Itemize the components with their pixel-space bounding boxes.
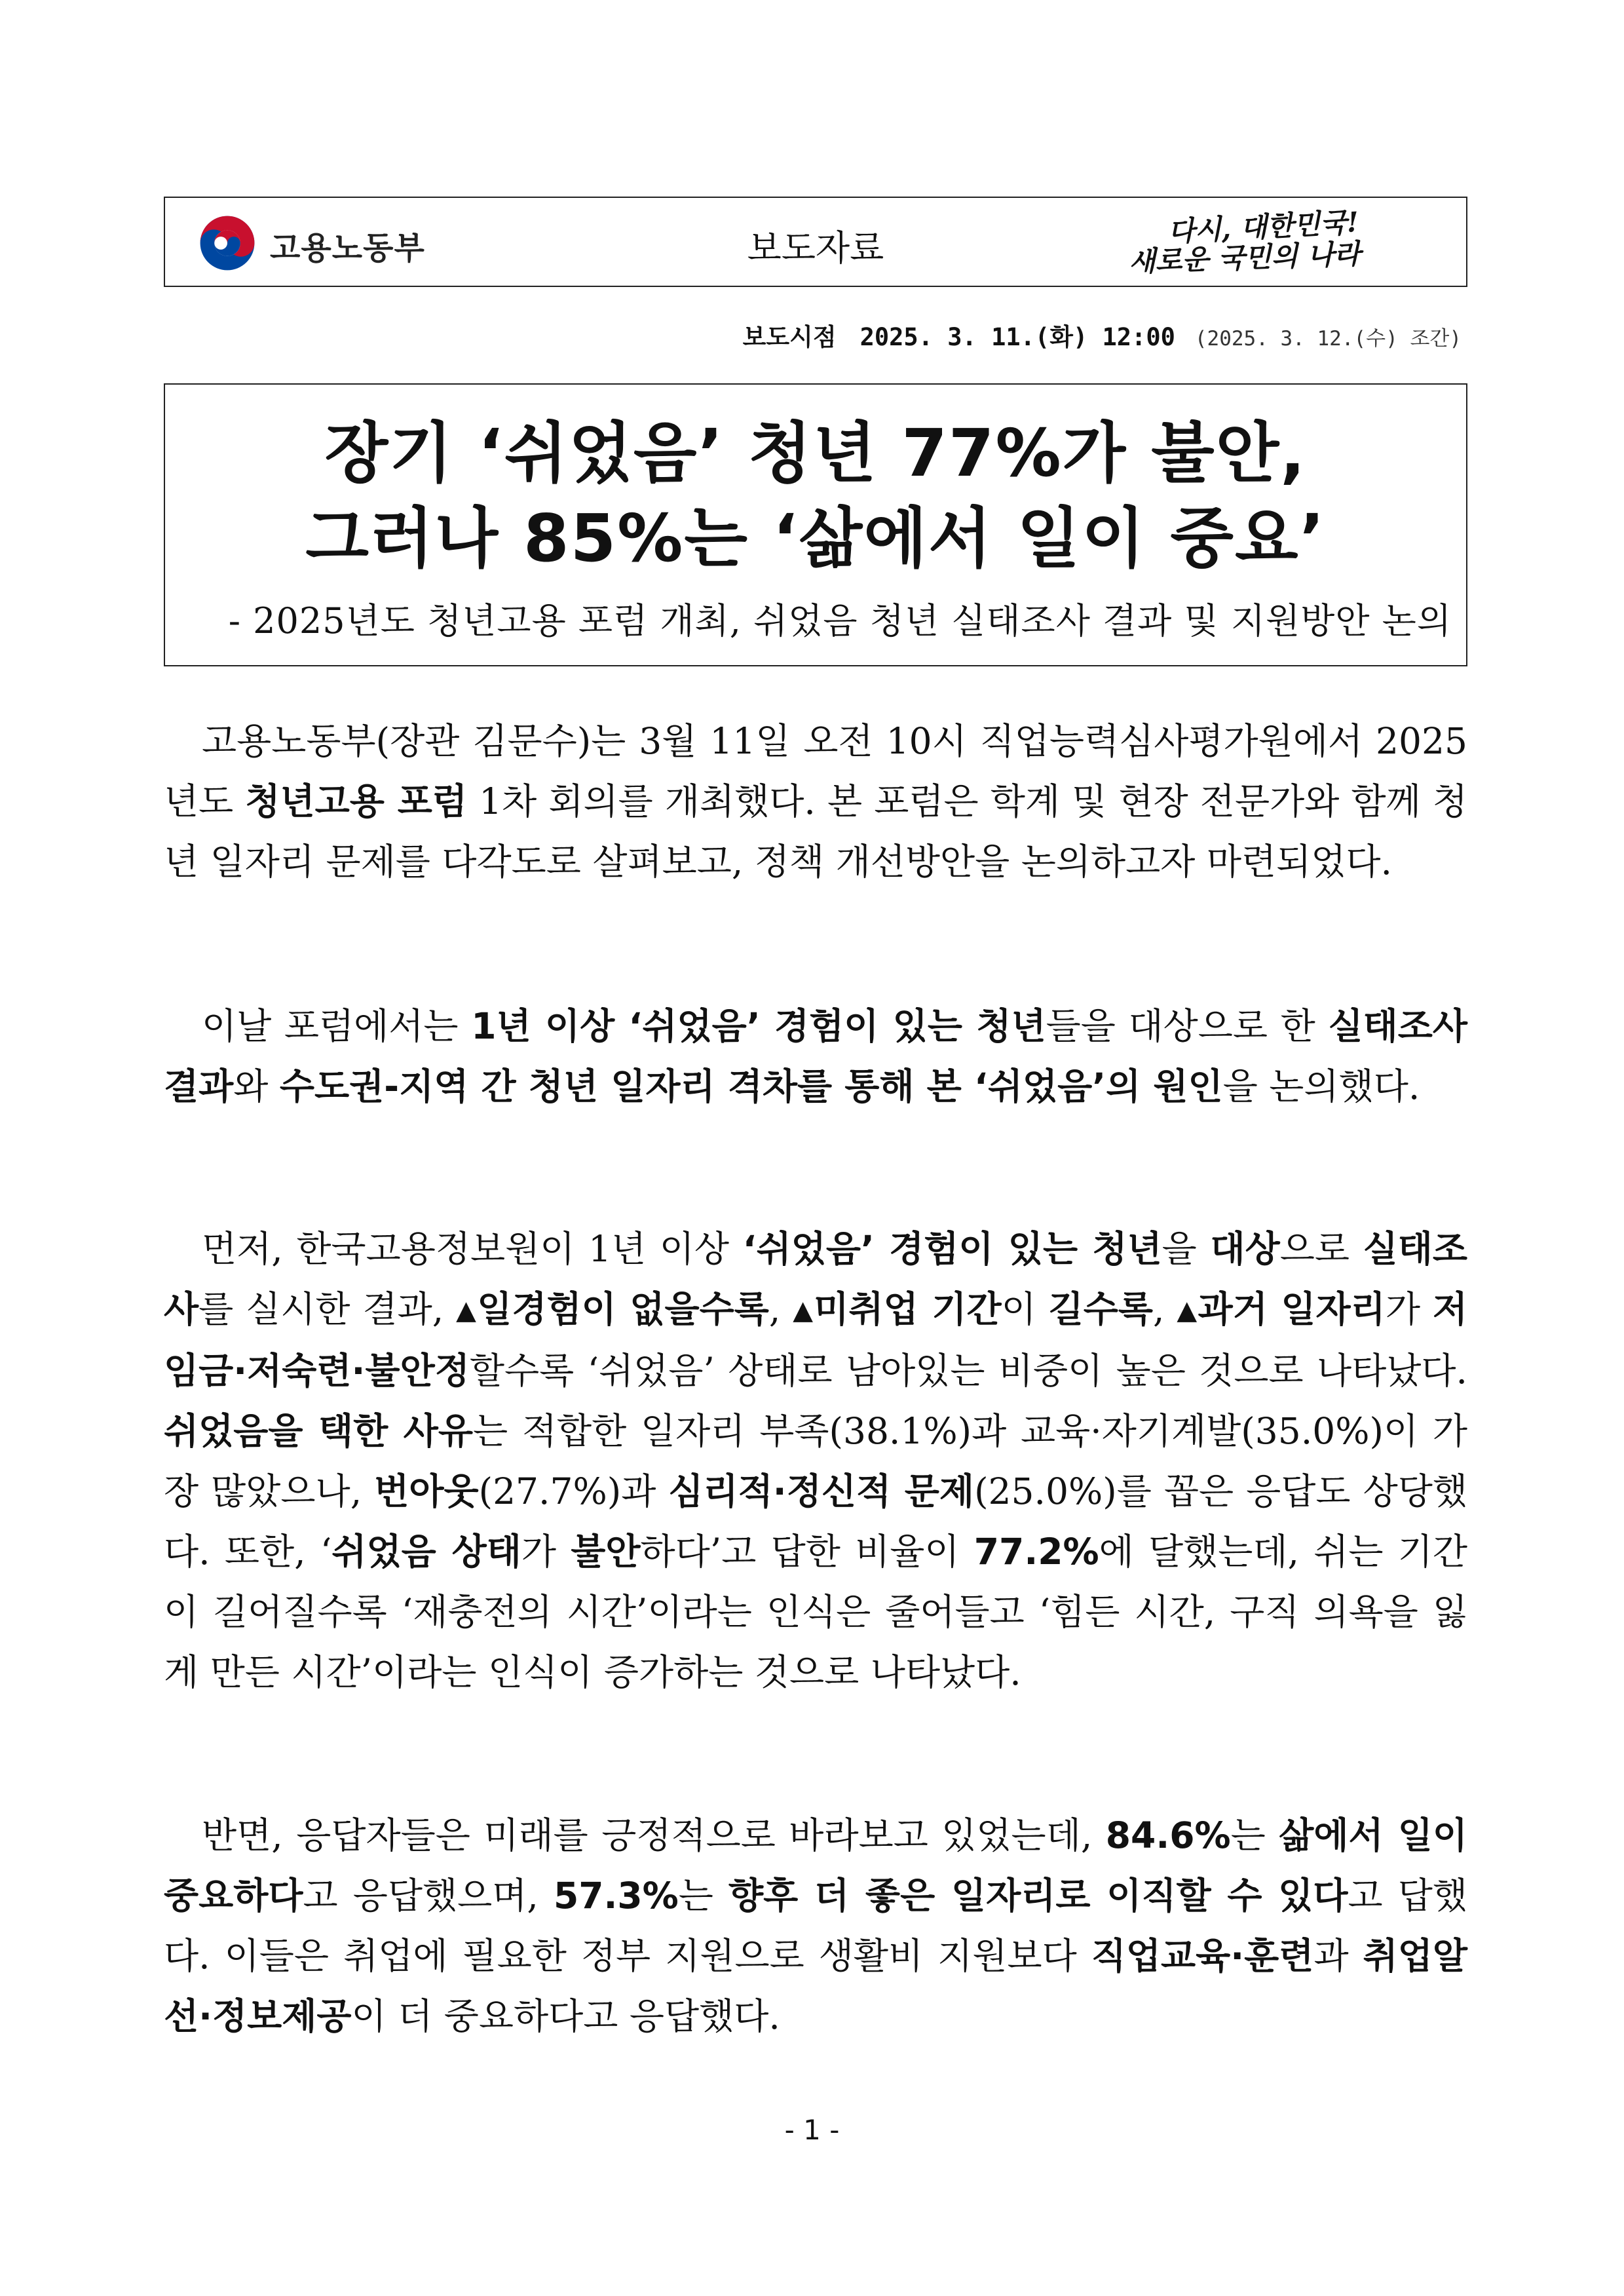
title-box (164, 383, 1467, 666)
text-run: 를 실시한 결과, (198, 1288, 457, 1330)
paragraph-4 (164, 1805, 1467, 2046)
triangle-bullet-icon: ▲ (456, 1295, 478, 1326)
text-run: 과 (1313, 1935, 1363, 1977)
text-run: (25.0%)를 꼽은 응답도 상당했다. 또한, ‘ (164, 1470, 1467, 1573)
text-run-bold: 쉬었음을 택한 사유 (164, 1410, 473, 1452)
text-run: 고 답했다. 이들은 취업에 필요한 정부 지원으로 생활비 지원보다 (164, 1875, 1468, 1977)
text-run: 반면, 응답자들은 미래를 긍정적으로 바라보고 있었는데, (202, 1814, 1106, 1856)
text-run-bold: 불안 (571, 1531, 641, 1573)
text-run-bold: 일경험이 없을수록 (477, 1288, 769, 1330)
text-run: 이 더 중요하다고 응답했다. (351, 1995, 780, 2037)
text-run: 1차 회의를 개최했다. 본 포럼은 학계 및 현장 전문가와 함께 청년 일자리 문제를 다각도로 살펴보고, 정책 개선방안을 논의하고자 마련되었다. (164, 780, 1467, 883)
ministry-name: 고용노동부 (270, 230, 425, 267)
slogan (1122, 206, 1397, 278)
release-time (743, 317, 1462, 353)
text-run: 하다’고 답한 비율이 (640, 1531, 974, 1573)
headline-line-2: 그러나 85%는 ‘삶에서 일이 중요’ (305, 500, 1326, 577)
release-datetime: 2025. 3. 11.(화) 12:00 (859, 323, 1175, 351)
text-run: 이 (1001, 1288, 1049, 1330)
morning-edition: (2025. 3. 12.(수) 조간) (1194, 327, 1462, 351)
text-run-bold: 번아웃 (374, 1470, 479, 1512)
headline-line-1: 장기 ‘쉬었음’ 청년 77%가 불안, (324, 415, 1307, 491)
paragraph-2 (164, 996, 1467, 1117)
text-run-bold: 57.3% (553, 1875, 679, 1917)
text-run-bold: 수도권-지역 간 청년 일자리 격차를 통해 본 ‘쉬었음’의 원인 (279, 1065, 1223, 1107)
text-run-bold: 삶에서 일이 중요하다 (164, 1814, 1467, 1917)
text-run-bold: ‘쉬었음’ 경험이 있는 청년 (742, 1228, 1162, 1270)
text-run: 먼저, 한국고용정보원이 1년 이상 (202, 1228, 743, 1270)
subtitle: - 2025년도 청년고용 포럼 개최, 쉬었음 청년 실태조사 결과 및 지원방안 논의 (228, 600, 1452, 641)
text-run: 가 (521, 1531, 571, 1573)
text-run-bold: 직업교육·훈련 (1091, 1935, 1314, 1977)
slogan-line-2: 새로운 국민의 나라 (1128, 237, 1361, 278)
text-run-bold: 실태조사 (164, 1228, 1467, 1330)
text-run: 는 적합한 일자리 부족(38.1%)과 교육·자기계발(35.0%)이 가장 많았으나, (164, 1410, 1467, 1512)
text-run-bold: 쉬었음 상태 (331, 1531, 521, 1573)
text-run-bold: 취업알선·정보제공 (164, 1935, 1467, 2037)
text-run-bold: 청년고용 포럼 (245, 780, 467, 822)
release-label: 보도시점 (742, 323, 837, 351)
text-run: , (1153, 1288, 1177, 1330)
text-run-bold: 77.2% (973, 1531, 1099, 1573)
text-run-bold: 향후 더 좋은 일자리로 이직할 수 있다 (728, 1875, 1348, 1917)
text-run: 으로 (1279, 1228, 1363, 1270)
text-run: 가 (1385, 1288, 1433, 1330)
text-run-bold: 84.6% (1105, 1814, 1231, 1856)
text-run-bold: 과거 일자리 (1198, 1288, 1386, 1330)
text-run: 와 (233, 1065, 280, 1107)
text-run: 을 (1161, 1228, 1211, 1270)
text-run: 이날 포럼에서는 (202, 1005, 472, 1047)
text-run-bold: 길수록 (1048, 1288, 1154, 1330)
page-number: - 1 - (784, 2114, 840, 2146)
text-run: 할수록 ‘쉬었음’ 상태로 남아있는 비중이 높은 것으로 나타났다. (469, 1350, 1467, 1392)
text-run-bold: 1년 이상 ‘쉬었음’ 경험이 있는 청년 (471, 1005, 1046, 1047)
triangle-bullet-icon: ▲ (793, 1295, 814, 1326)
text-run: 고 응답했으며, (303, 1875, 554, 1917)
text-run: 에 달했는데, 쉬는 기간이 길어질수록 ‘재충전의 시간’이라는 인식은 줄어들고 ‘힘든 시간, 구직 의욕을 잃게 만든 시간’이라는 인식이 증가하는 것으로 나타났다. (164, 1531, 1467, 1693)
text-run-bold: 미취업 기간 (814, 1288, 1002, 1330)
text-run: , (768, 1288, 793, 1330)
text-run-bold: 저임금·저숙련·불안정 (164, 1288, 1467, 1392)
text-run-bold: 대상 (1210, 1228, 1280, 1270)
text-run: 고용노동부(장관 김문수)는 3월 11일 오전 10시 직업능력심사평가원에서 2025년도 (164, 720, 1467, 822)
header-box (164, 197, 1467, 287)
text-run-bold: 실태조사 결과 (164, 1005, 1467, 1107)
paragraph-1 (164, 711, 1467, 892)
text-run: 는 (1230, 1814, 1279, 1856)
text-run: 을 논의했다. (1222, 1065, 1420, 1107)
paragraph-3 (164, 1219, 1467, 1702)
slogan-line-1: 다시, 대한민국! (1167, 206, 1360, 248)
document-type: 보도자료 (747, 227, 884, 269)
text-run-bold: 심리적·정신적 문제 (668, 1470, 975, 1512)
triangle-bullet-icon: ▲ (1177, 1295, 1198, 1326)
text-run: 들을 대상으로 한 (1046, 1005, 1329, 1047)
text-run: (27.7%)과 (478, 1470, 669, 1512)
text-run: 는 (678, 1875, 729, 1917)
